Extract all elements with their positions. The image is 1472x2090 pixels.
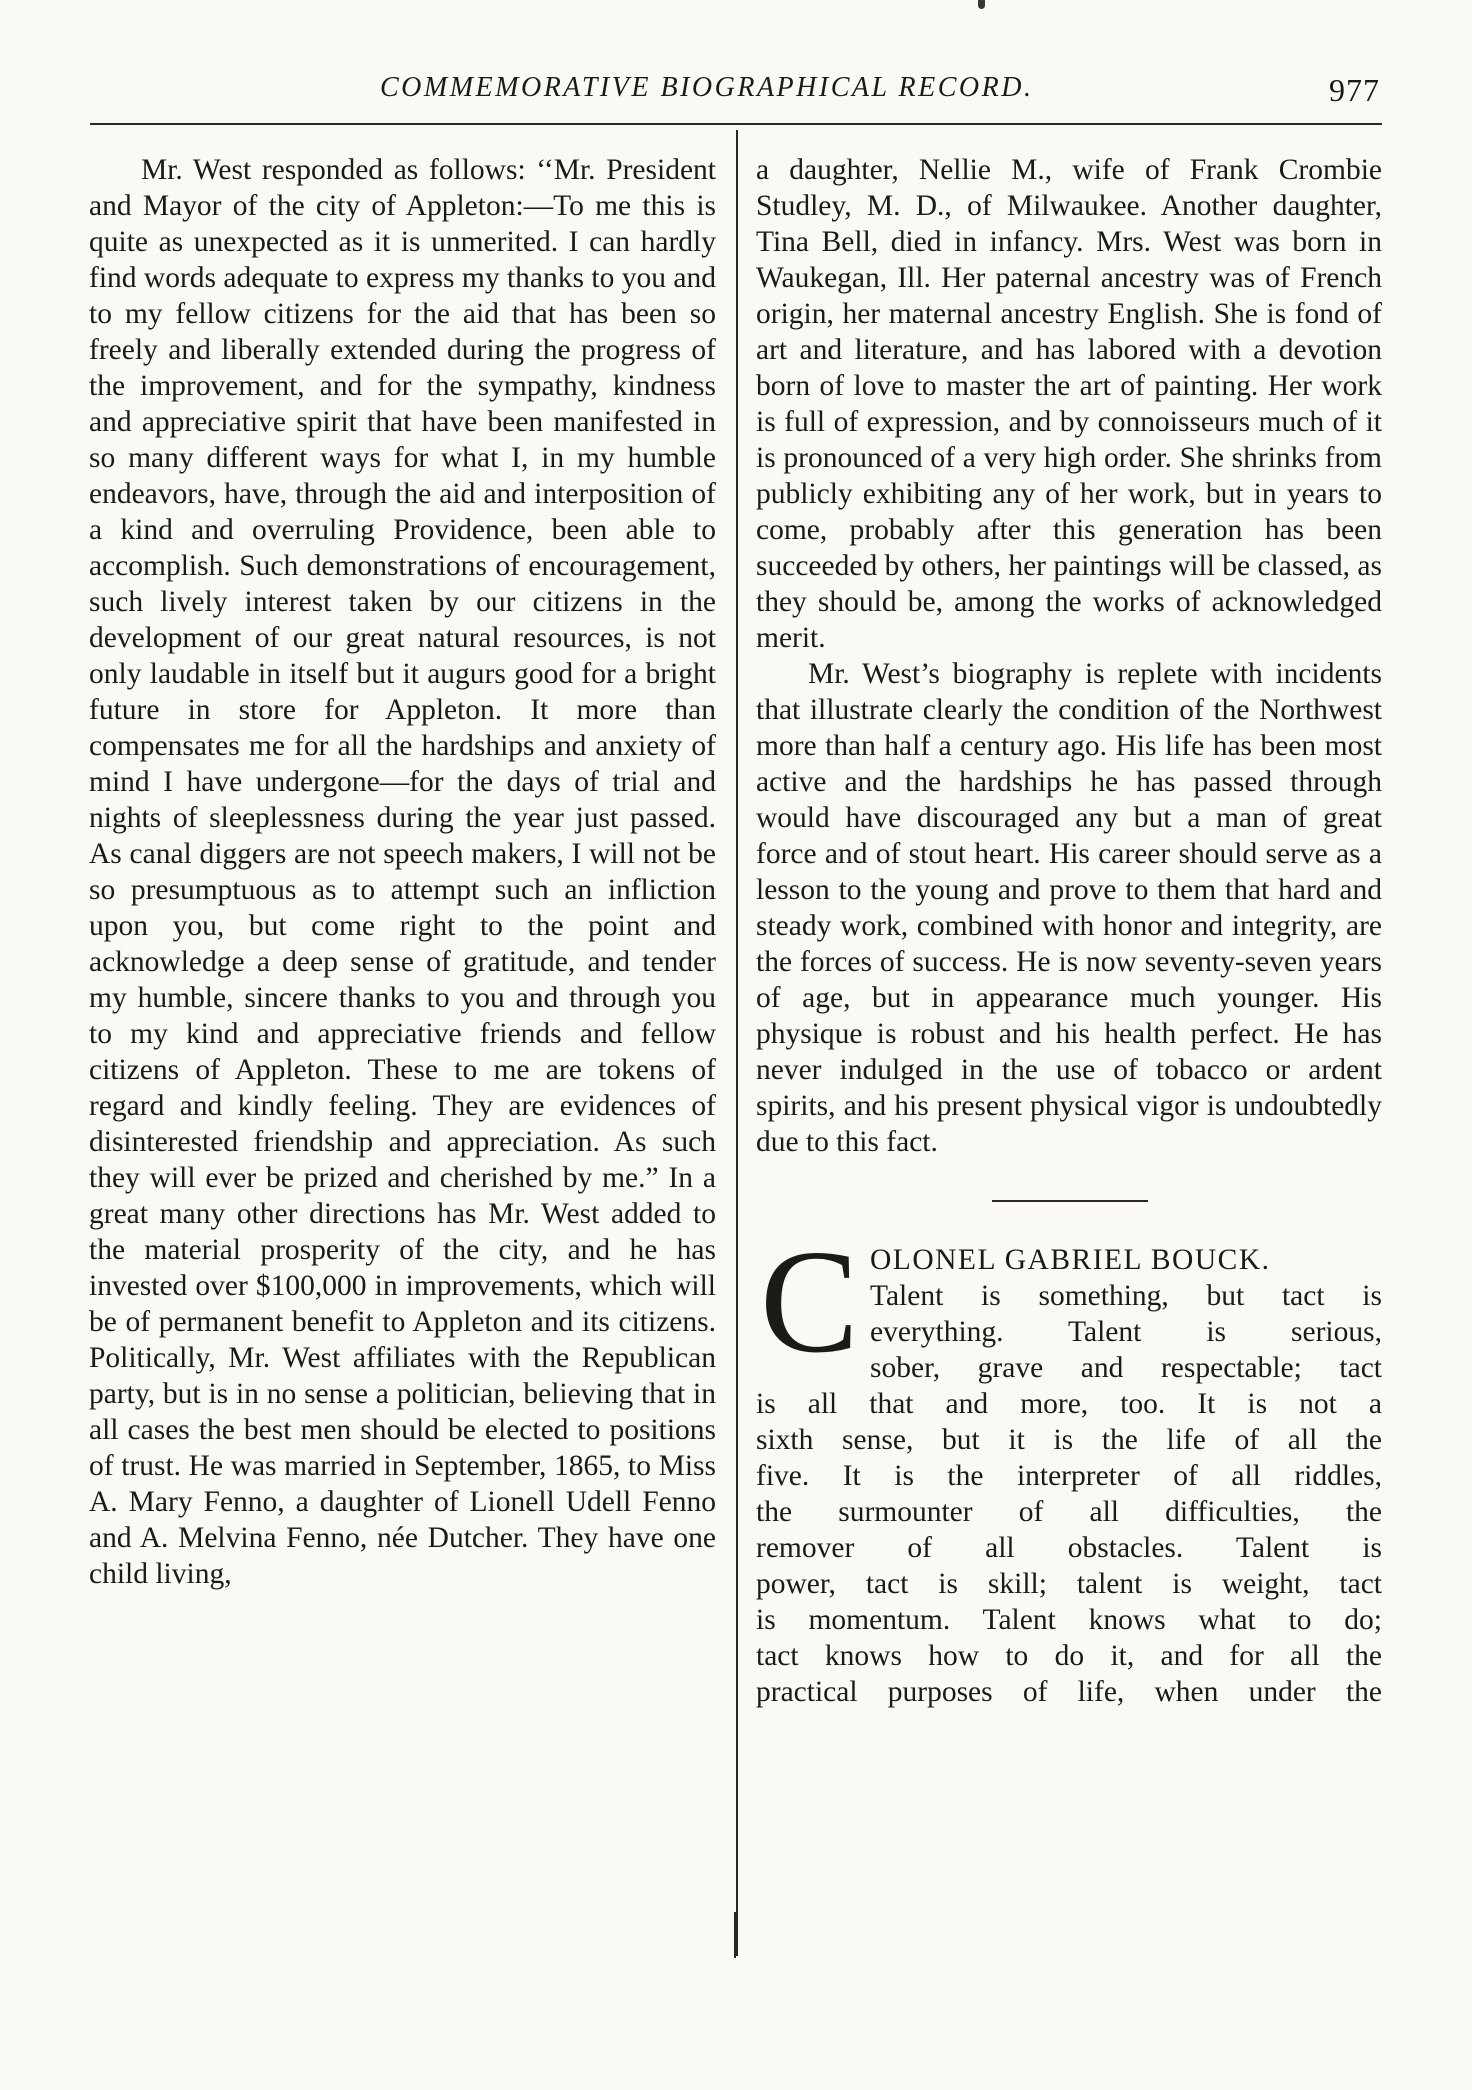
biography-line: sober, grave and respectable; tact [870,1352,1382,1384]
biography-line: is all that and more, too. It is not a [756,1388,1382,1420]
biography-summary-paragraph: Mr. West’s biography is replete with incidents that illustrate clearly the condition of the Northwest more than half a century ago. His life has been most active and the hardships he has passed through would have discouraged any but a man of great force and of stout heart. His career should serve as a lesson to the young and prove to them that hard and steady work, combined with honor and integrity, are the forces of success. He is now seventy-seven years of age, but in appearance much younger. His physique is robust and his health perfect. He has never indulged in the use of tobacco or ardent spirits, and his present physical vigor is undoubtedly due to this fact. [756,658,1382,1158]
biography-line: sixth sense, but it is the life of all the [756,1424,1382,1456]
west-response-paragraph: Mr. West responded as follows: ‘‘Mr. President and Mayor of the city of Appleton:—To me this is quite as unexpected as it is unmerited. I can hardly find words adequate to express my thanks to you and to my fellow citizens for the aid that has been so freely and liberally extended during the progress of the improvement, and for the sympathy, kindness and appreciative spirit that have been manifested in so many different ways for what I, in my humble endeavors, have, through the aid and interposition of a kind and overruling Providence, been able to accomplish. Such demonstrations of encouragement, such lively interest taken by our citizens in the development of our great natural resources, is not only laudable in itself but it augurs good for a bright future in store for Appleton. It more than compensates me for all the hardships and anxiety of mind I have undergone—for the days of trial and nights of sleeplessness during the year just passed. As canal diggers are not speech makers, I will not be so presumptuous as to attempt such an infliction upon you, but come right to the point and acknowledge a deep sense of gratitude, and tender my humble, sincere thanks to you and through you to my kind and appreciative friends and fellow citizens of Appleton. These to me are tokens of regard and kindly feeling. They are evidences of disinterested friendship and appreciation. As such they will ever be prized and cherished by me.” In a great many other directions has Mr. West added to the material prosperity of the city, and he has invested over $100,000 in improvements, which will be of permanent benefit to Appleton and its citizens. Politically, Mr. West affiliates with the Republican party, but is in no sense a politician, believing that in all cases the best men should be elected to positions of trust. He was married in September, 1865, to Miss A. Mary Fenno, a daughter of Lionell Udell Fenno and A. Melvina Fenno, née Dutcher. They have one child living, [89,154,716,1590]
biography-line: practical purposes of life, when under the [756,1676,1382,1708]
page-number: 977 [1329,72,1380,108]
column-divider [736,130,738,1956]
drop-cap: C [760,1220,859,1384]
bouck-biography [756,1220,1382,1742]
section-separator [992,1200,1148,1202]
biography-line: is momentum. Talent knows what to do; [756,1604,1382,1636]
biography-line: Talent is something, but tact is [870,1280,1382,1312]
family-paragraph: a daughter, Nellie M., wife of Frank Crombie Studley, M. D., of Milwaukee. Another daughter, Tina Bell, died in infancy. Mrs. West was born in Waukegan, Ill. Her paternal ancestry was of French origin, her maternal ancestry English. She is fond of art and literature, and has labored with a devotion born of love to master the art of painting. Her work is full of expression, and by connoisseurs much of it is pronounced of a very high order. She shrinks from publicly exhibiting any of her work, but in years to come, probably after this generation has been succeeded by others, her paintings will be classed, as they should be, among the works of acknowledged merit. [756,154,1382,654]
ink-speck [978,0,985,9]
column-divider-tick [734,1912,736,1958]
biography-line: everything. Talent is serious, [870,1316,1382,1348]
biography-line: remover of all obstacles. Talent is [756,1532,1382,1564]
biography-line: power, tact is skill; talent is weight, tact [756,1568,1382,1600]
biography-title: OLONEL GABRIEL BOUCK. [870,1244,1271,1276]
biography-line: five. It is the interpreter of all riddles, [756,1460,1382,1492]
running-head: COMMEMORATIVE BIOGRAPHICAL RECORD. [380,72,1034,103]
biography-line: the surmounter of all difficulties, the [756,1496,1382,1528]
left-column [89,152,716,1592]
biography-line: tact knows how to do it, and for all the [756,1640,1382,1672]
right-column [756,152,1382,1742]
header-rule [90,123,1382,125]
